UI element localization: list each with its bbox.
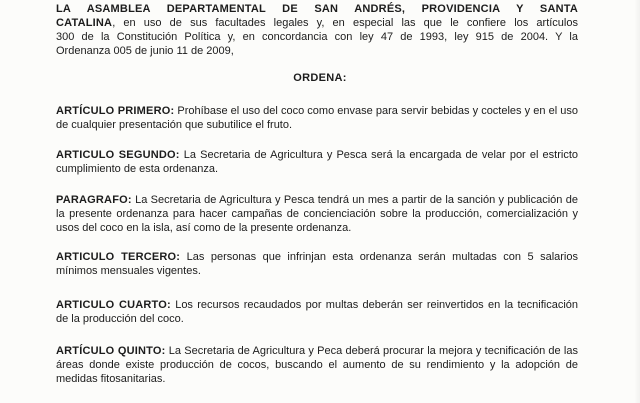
intro-paragraph	[56, 2, 578, 58]
article-text: La Secretaria de Agricultura y Pesca tendrá un mes a partir de la sanción y publicación de la presente ordenanza para hacer campañas de concienciación sobre la producción, comercialización y usos del coco en la isla, así como de la presente ordenanza.	[56, 194, 578, 234]
paragrafo	[56, 193, 578, 235]
article-heading: ARTICULO CUARTO:	[56, 299, 171, 311]
article-text: Las personas que infrinjan esta ordenanza serán multadas con 5 salarios mínimos mensuales vigentes.	[56, 251, 578, 277]
article-heading: ARTICULO TERCERO:	[56, 251, 181, 263]
ordena-heading: ORDENA:	[293, 72, 347, 84]
intro-line-1	[56, 2, 578, 16]
article-heading: ARTÍCULO PRIMERO:	[56, 105, 175, 117]
assembly-name-end: CATALINA	[56, 17, 113, 29]
intro-line-2	[56, 16, 578, 30]
article-text: La Secretaria de Agricultura y Pesca será la encargada de velar por el estricto cumplimiento de esta ordenanza.	[56, 149, 578, 175]
intro-line-4: Ordenanza 005 de junio 11 de 2009,	[56, 45, 234, 57]
intro-line-3: 300 de la Constitución Política y, en concordancia con ley 47 de 1993, ley 915 de 2004. Y la	[56, 31, 578, 43]
article-heading: ARTÍCULO QUINTO:	[56, 345, 166, 357]
article-text: Los recursos recaudados por multas deberán ser reinvertidos en la tecnificación de la producción del coco.	[56, 299, 578, 325]
article-segundo	[56, 148, 578, 176]
intro-line-2-text: , en uso de sus facultades legales y, en especial las que le confiere los artículos	[112, 17, 578, 29]
article-quinto	[56, 344, 578, 386]
article-primero	[56, 104, 578, 132]
assembly-name: LA ASAMBLEA DEPARTAMENTAL DE SAN ANDRÉS, PROVIDENCIA Y SANTA	[56, 3, 578, 15]
article-heading: ARTICULO SEGUNDO:	[56, 149, 180, 161]
article-text: Prohíbase el uso del coco como envase para servir bebidas y cocteles y en el uso de cualquier presentación que subutilice el fruto.	[56, 105, 578, 131]
article-heading: PARAGRAFO:	[56, 194, 132, 206]
article-text: La Secretaria de Agricultura y Peca deberá procurar la mejora y tecnificación de las áreas donde existe producción de cocos, buscando el aumento de su rendimiento y la adopción de medidas fitosanitarias.	[56, 345, 578, 385]
article-cuarto	[56, 298, 578, 326]
article-tercero	[56, 250, 578, 278]
scan-edge-shadow	[634, 0, 640, 403]
